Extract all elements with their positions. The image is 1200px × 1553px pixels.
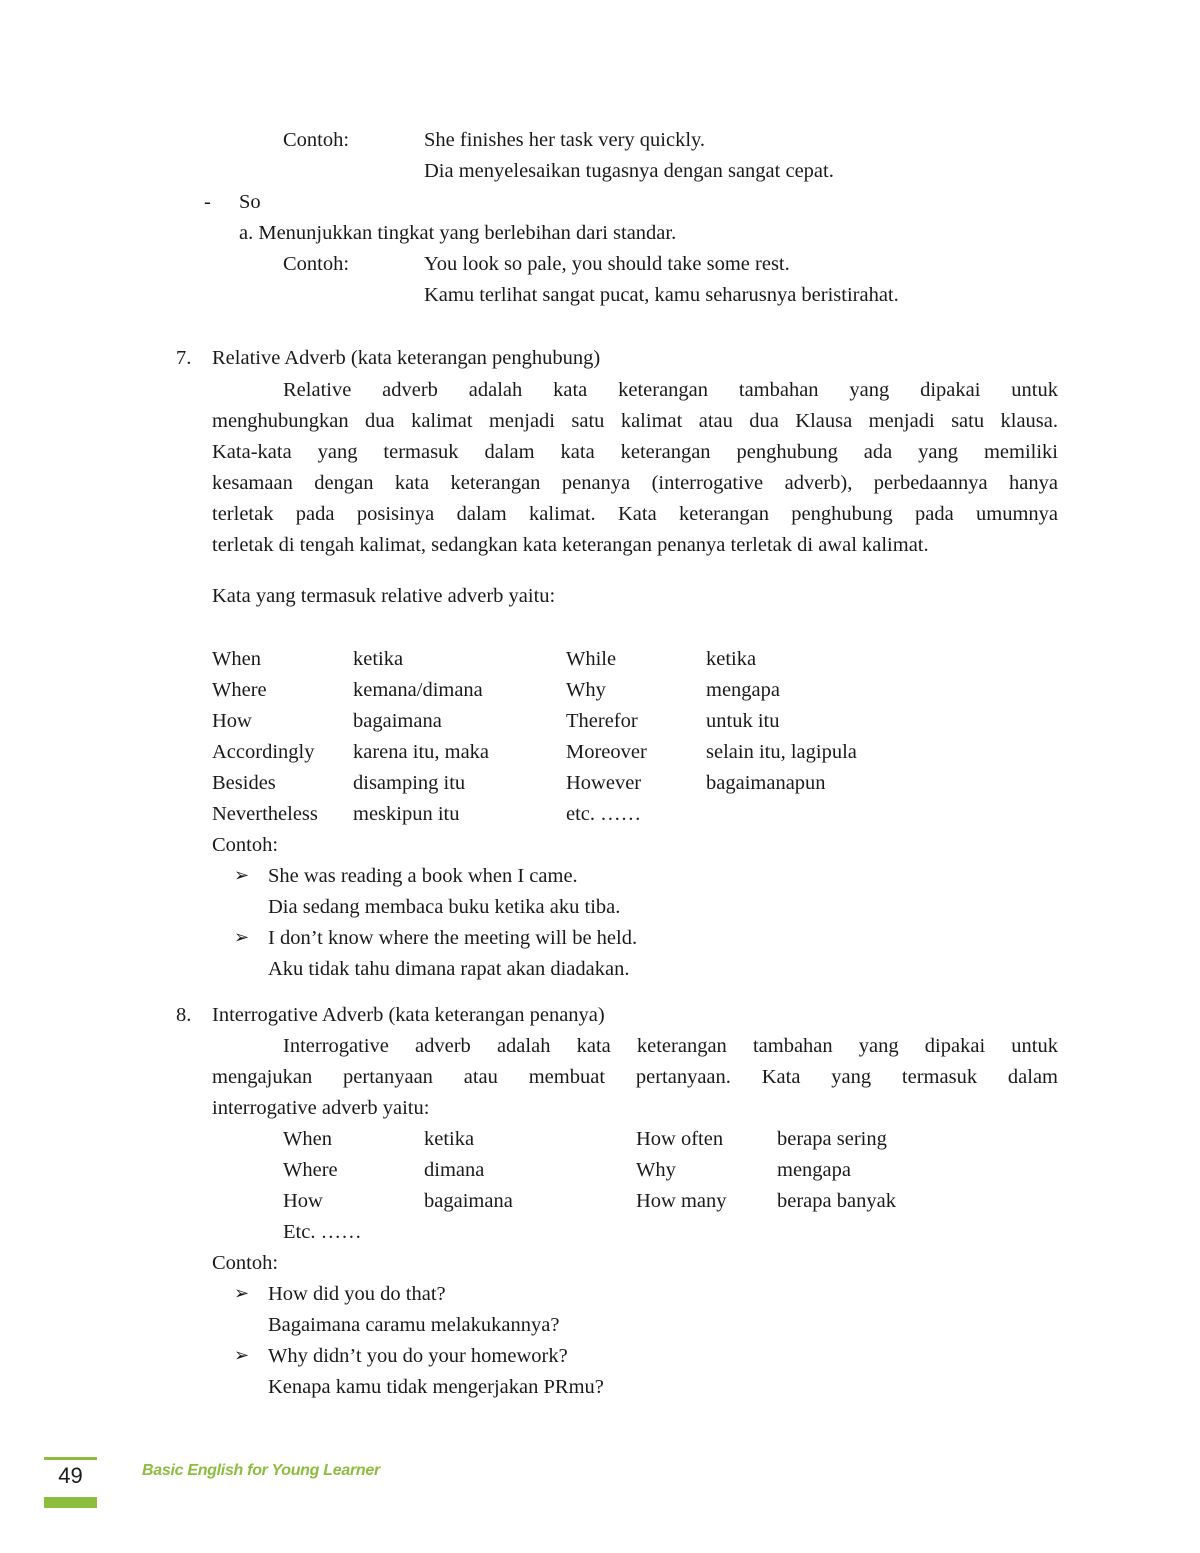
paragraph-line: interrogative adverb yaitu: (212, 1097, 430, 1119)
example-english: Why didn’t you do your homework? (268, 1345, 568, 1367)
table-cell: berapa sering (777, 1128, 887, 1150)
dash-bullet: - (204, 191, 211, 213)
example-english: She finishes her task very quickly. (424, 129, 706, 151)
table-cell: However (566, 772, 642, 794)
table-cell: Where (283, 1159, 338, 1181)
table-cell: Etc. …… (283, 1221, 362, 1243)
table-cell: meskipun itu (353, 803, 460, 825)
table-cell: kemana/dimana (353, 679, 483, 701)
paragraph-line: mengajukan pertanyaan atau membuat pertanyaan. Kata yang termasuk dalam (212, 1066, 1058, 1088)
example-indonesian: Kamu terlihat sangat pucat, kamu seharusnya beristirahat. (424, 284, 899, 306)
so-label: So (239, 191, 261, 213)
list-intro: Kata yang termasuk relative adverb yaitu: (212, 585, 556, 607)
table-cell: disamping itu (353, 772, 466, 794)
contoh-label: Contoh: (283, 253, 350, 275)
table-cell: bagaimana (424, 1190, 513, 1212)
example-english: How did you do that? (268, 1283, 446, 1305)
paragraph-line: terletak pada posisinya dalam kalimat. Kata keterangan penghubung pada umumnya (212, 503, 1058, 525)
arrow-bullet-icon: ➢ (234, 1283, 250, 1304)
contoh-label: Contoh: (283, 129, 350, 151)
table-cell: Moreover (566, 741, 647, 763)
point-a: a. Menunjukkan tingkat yang berlebihan dari standar. (239, 222, 677, 244)
table-cell: karena itu, maka (353, 741, 490, 763)
example-english: I don’t know where the meeting will be held. (268, 927, 638, 949)
footer-bottom-bar (44, 1497, 97, 1508)
paragraph-line: kesamaan dengan kata keterangan penanya (interrogative adverb), perbedaannya hanya (212, 472, 1058, 494)
arrow-bullet-icon: ➢ (234, 927, 250, 948)
table-cell: ketika (706, 648, 757, 670)
table-cell: untuk itu (706, 710, 780, 732)
table-cell: Nevertheless (212, 803, 318, 825)
section-number: 7. (176, 347, 192, 369)
table-cell: How (212, 710, 252, 732)
table-cell: When (283, 1128, 332, 1150)
table-cell: When (212, 648, 261, 670)
table-cell: While (566, 648, 617, 670)
example-indonesian: Aku tidak tahu dimana rapat akan diadakan. (268, 958, 630, 980)
page-number: 49 (58, 1463, 83, 1488)
table-cell: bagaimana (353, 710, 442, 732)
example-indonesian: Dia menyelesaikan tugasnya dengan sangat cepat. (424, 160, 834, 182)
section-heading: Relative Adverb (kata keterangan penghubung) (212, 347, 601, 369)
table-cell: etc. …… (566, 803, 642, 825)
contoh-label: Contoh: (212, 1252, 279, 1274)
table-cell: How often (636, 1128, 724, 1150)
book-title: Basic English for Young Learner (142, 1462, 380, 1479)
example-english: You look so pale, you should take some rest. (424, 253, 790, 275)
table-cell: How (283, 1190, 323, 1212)
table-cell: mengapa (706, 679, 780, 701)
table-cell: Why (566, 679, 606, 701)
footer-top-bar (44, 1457, 97, 1460)
table-cell: dimana (424, 1159, 485, 1181)
paragraph-line: terletak di tengah kalimat, sedangkan kata keterangan penanya terletak di awal kalimat. (212, 534, 929, 556)
table-cell: berapa banyak (777, 1190, 896, 1212)
table-cell: ketika (353, 648, 404, 670)
contoh-label: Contoh: (212, 834, 279, 856)
example-english: She was reading a book when I came. (268, 865, 578, 887)
table-cell: ketika (424, 1128, 475, 1150)
section-heading: Interrogative Adverb (kata keterangan penanya) (212, 1004, 605, 1026)
table-cell: Besides (212, 772, 276, 794)
example-indonesian: Kenapa kamu tidak mengerjakan PRmu? (268, 1376, 604, 1398)
table-cell: Where (212, 679, 267, 701)
paragraph-line: Interrogative adverb adalah kata keterangan tambahan yang dipakai untuk (283, 1035, 1058, 1057)
table-cell: Why (636, 1159, 676, 1181)
table-cell: Accordingly (212, 741, 315, 763)
example-indonesian: Dia sedang membaca buku ketika aku tiba. (268, 896, 621, 918)
table-cell: mengapa (777, 1159, 851, 1181)
arrow-bullet-icon: ➢ (234, 865, 250, 886)
arrow-bullet-icon: ➢ (234, 1345, 250, 1366)
section-number: 8. (176, 1004, 192, 1026)
paragraph-line: Kata-kata yang termasuk dalam kata keterangan penghubung ada yang memiliki (212, 441, 1058, 463)
paragraph-line: menghubungkan dua kalimat menjadi satu kalimat atau dua Klausa menjadi satu klausa. (212, 410, 1058, 432)
example-indonesian: Bagaimana caramu melakukannya? (268, 1314, 560, 1336)
table-cell: bagaimanapun (706, 772, 826, 794)
table-cell: How many (636, 1190, 727, 1212)
table-cell: Therefor (566, 710, 638, 732)
paragraph-line: Relative adverb adalah kata keterangan tambahan yang dipakai untuk (283, 379, 1058, 401)
table-cell: selain itu, lagipula (706, 741, 857, 763)
